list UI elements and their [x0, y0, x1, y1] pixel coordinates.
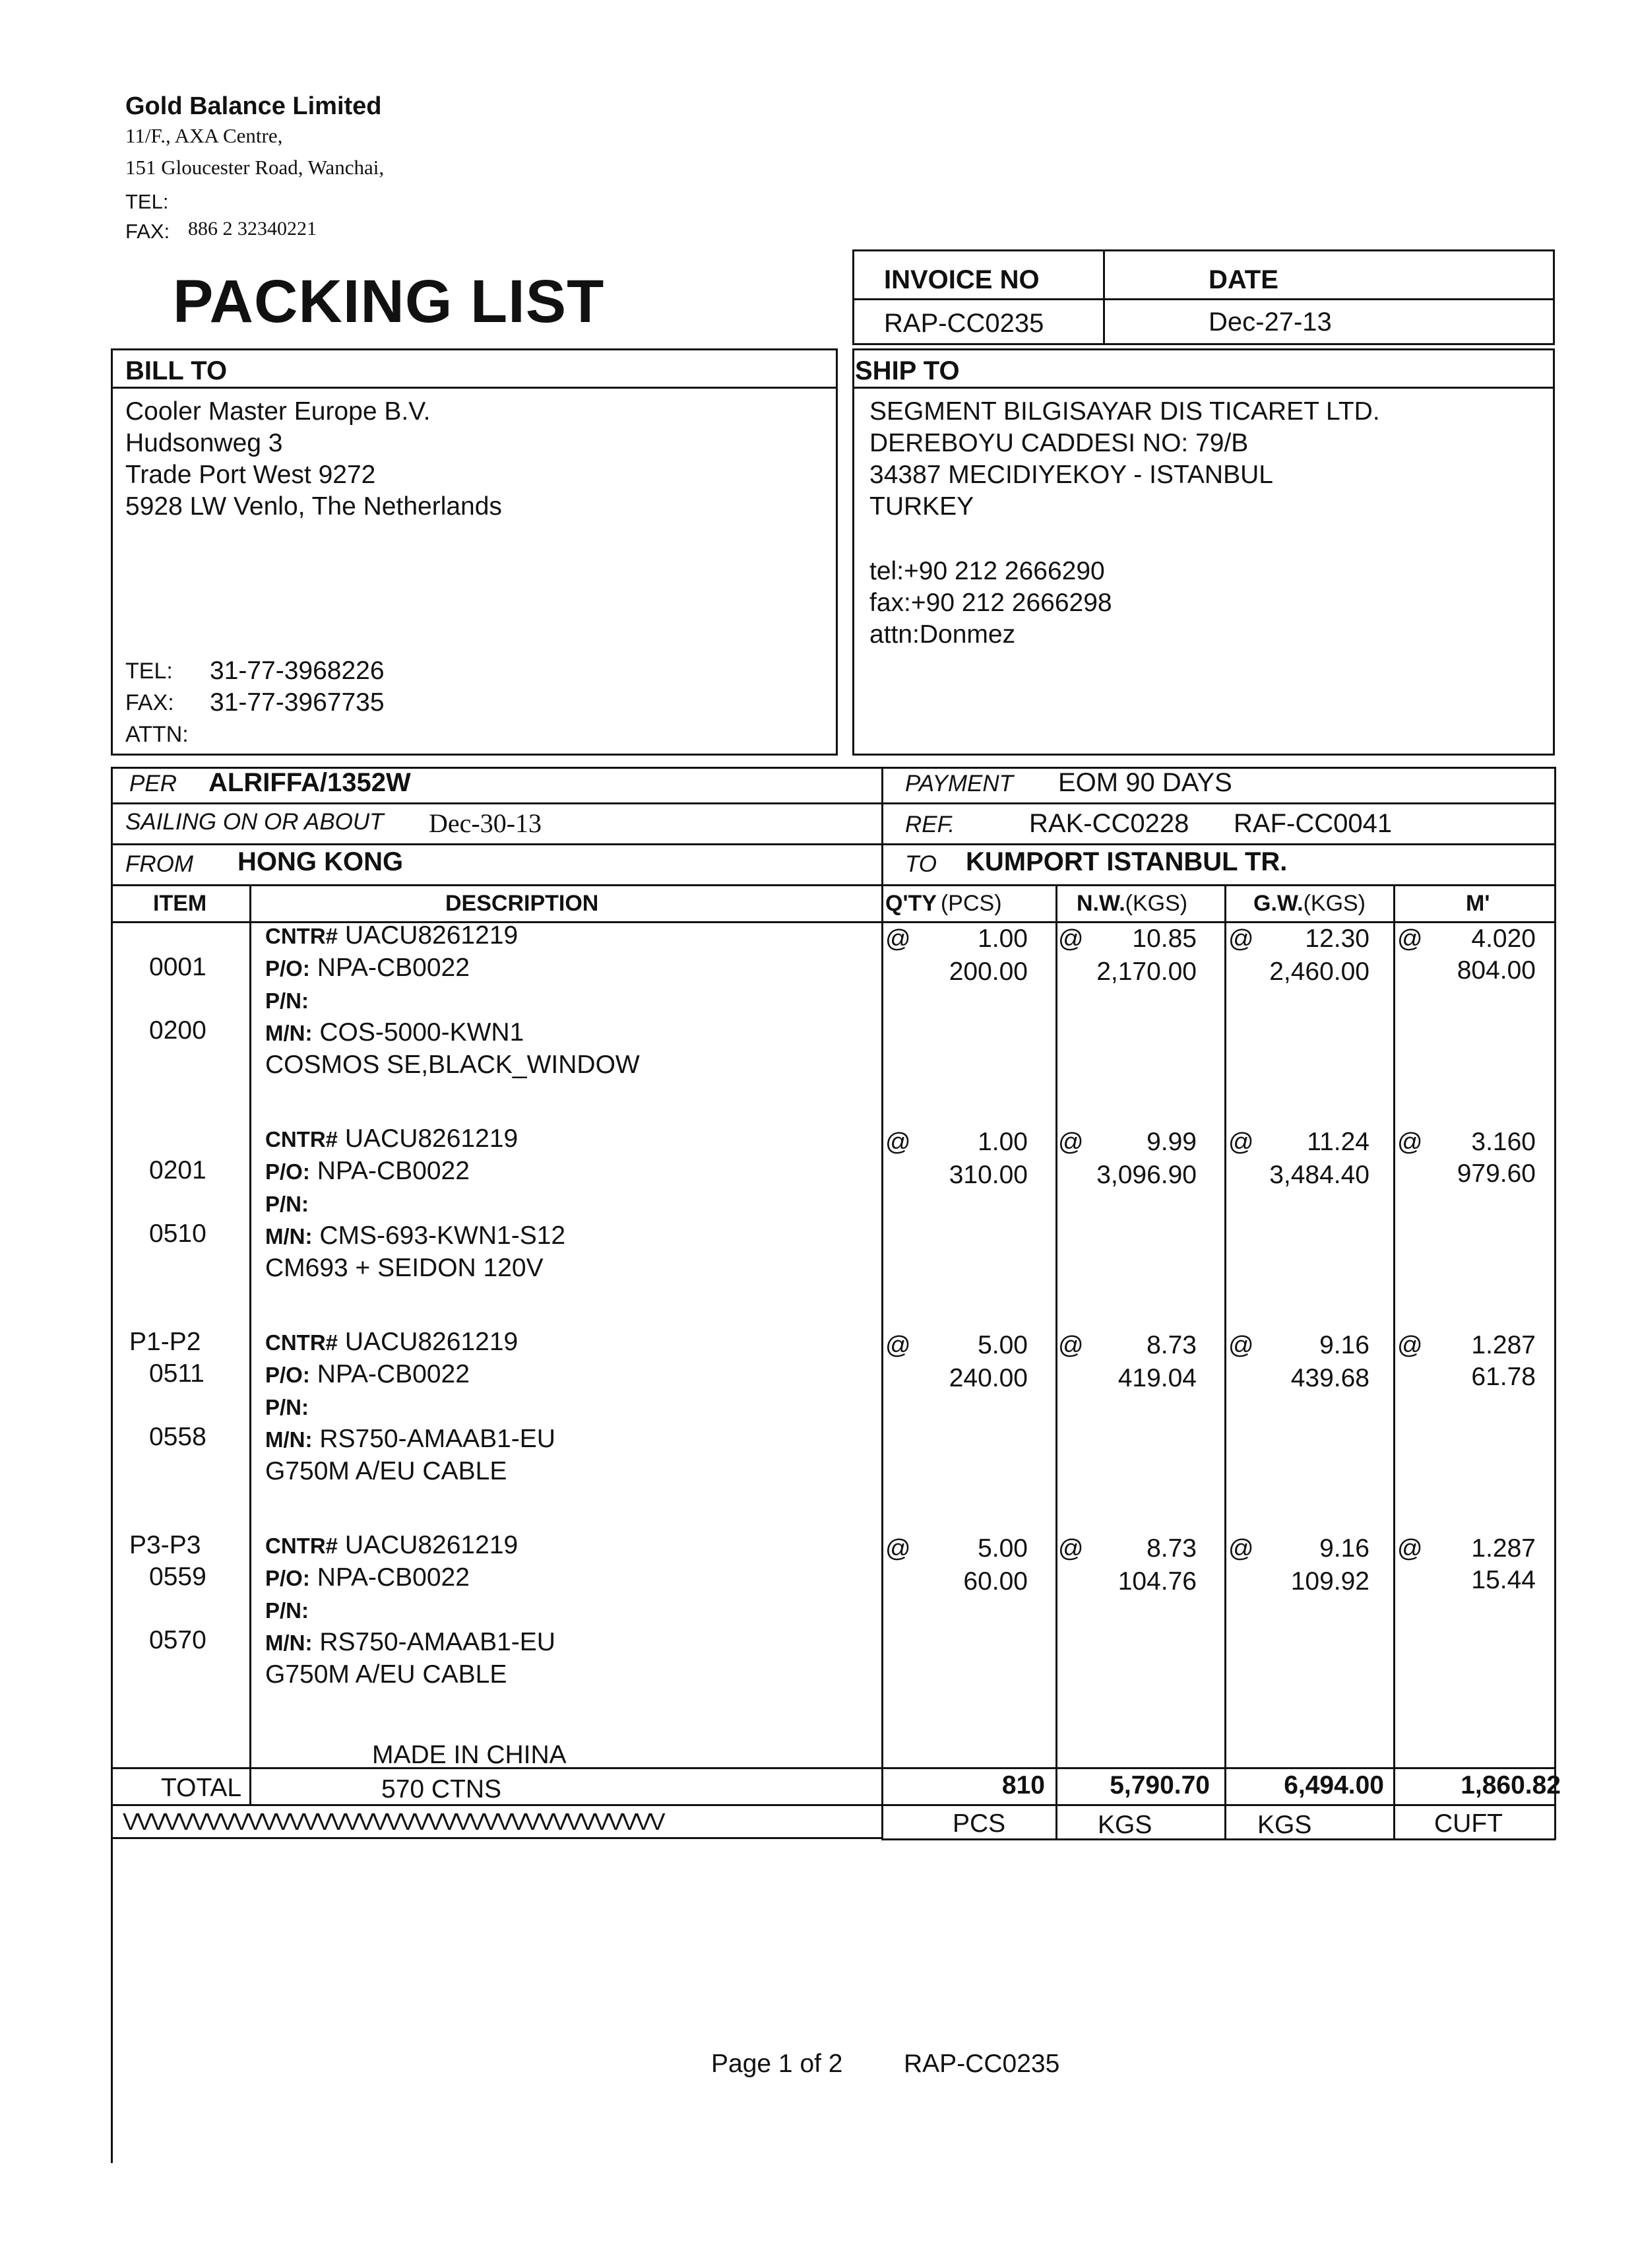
row-description: [265, 1123, 565, 1284]
item-to: 0558: [149, 1423, 206, 1451]
mn-label: M/N:: [265, 1021, 313, 1045]
mn-value: COS-5000-KWN1: [319, 1018, 524, 1047]
sailing-date: Dec-30-13: [429, 808, 542, 838]
row-description: [265, 1326, 555, 1487]
nw-total: 3,096.90: [1096, 1161, 1197, 1189]
bill-to-tel: 31-77-3968226: [210, 657, 385, 685]
total-nw: 5,790.70: [1110, 1771, 1210, 1799]
cntr-label: CNTR#: [265, 1330, 338, 1355]
per-vessel: ALRIFFA/1352W: [208, 768, 411, 797]
document-title: PACKING LIST: [173, 268, 605, 335]
company-tel-label: TEL:: [125, 190, 169, 213]
item-from: 0511: [149, 1359, 204, 1388]
qty-total: 60.00: [963, 1567, 1028, 1596]
header-nw-unit: (KGS): [1125, 891, 1188, 916]
footer-invoice-ref: RAP-CC0235: [904, 2050, 1060, 2078]
header-qty-label: Q'TY: [885, 891, 937, 916]
header-m: M': [1466, 891, 1490, 916]
invoice-date: Dec-27-13: [1209, 308, 1332, 337]
bill-to-label: BILL TO: [125, 356, 228, 385]
qty-per-carton: 1.00: [978, 1128, 1028, 1156]
total-nw-unit: KGS: [1098, 1811, 1152, 1839]
cntr-label: CNTR#: [265, 924, 338, 948]
product-description: G750M A/EU CABLE: [265, 1660, 507, 1689]
nw-per-carton: 10.85: [1132, 924, 1197, 953]
po-value: NPA-CB0022: [317, 1563, 470, 1592]
bill-to-fax: 31-77-3967735: [210, 688, 385, 717]
ref-1: RAK-CC0228: [1029, 809, 1189, 838]
product-description: CM693 + SEIDON 120V: [265, 1254, 544, 1282]
po-label: P/O:: [265, 1566, 310, 1590]
cntr-label: CNTR#: [265, 1534, 338, 1558]
nw-total: 2,170.00: [1096, 957, 1197, 986]
gw-total: 3,484.40: [1269, 1161, 1369, 1189]
end-of-list-mark: VVVVVVVVVVVVVVVVVVVVVVVVVVVVVVVVVVVVVVV: [123, 1808, 664, 1835]
item-to: 0570: [149, 1626, 206, 1654]
header-qty-unit: (PCS): [940, 891, 1002, 916]
total-gw: 6,494.00: [1284, 1771, 1384, 1799]
item-from: 0201: [149, 1156, 206, 1184]
at-symbol: @: [885, 1332, 911, 1359]
qty-per-carton: 5.00: [978, 1534, 1028, 1563]
cntr-value: UACU8261219: [344, 921, 519, 950]
header-description: DESCRIPTION: [445, 891, 599, 916]
item-to: 0200: [149, 1016, 206, 1045]
item-pallet: P3-P3: [129, 1531, 201, 1559]
header-gw-label: G.W.: [1253, 891, 1304, 916]
country-of-origin: MADE IN CHINA: [372, 1741, 567, 1769]
gw-total: 439.68: [1290, 1364, 1369, 1392]
cntr-label: CNTR#: [265, 1127, 338, 1151]
from-label: FROM: [125, 851, 194, 877]
invoice-number: RAP-CC0235: [884, 309, 1044, 338]
product-description: G750M A/EU CABLE: [265, 1457, 507, 1485]
cntr-value: UACU8261219: [344, 1124, 519, 1153]
m-per-carton: 1.287: [1471, 1331, 1536, 1359]
invoice-date-label: DATE: [1209, 265, 1278, 294]
at-symbol: @: [1397, 925, 1423, 953]
total-label: TOTAL: [161, 1774, 242, 1802]
po-value: NPA-CB0022: [317, 954, 470, 982]
po-label: P/O:: [265, 956, 310, 981]
bill-to-fax-label: FAX:: [125, 690, 174, 715]
ship-to-fax: fax:+90 212 2666298: [869, 589, 1112, 617]
header-qty: [885, 891, 1002, 917]
at-symbol: @: [1058, 925, 1084, 953]
gw-total: 109.92: [1290, 1567, 1369, 1596]
bill-to-line: Hudsonweg 3: [125, 429, 283, 457]
per-label: PER: [129, 771, 177, 796]
at-symbol: @: [885, 925, 911, 953]
gw-per-carton: 9.16: [1319, 1331, 1369, 1359]
header-nw-label: N.W.: [1077, 891, 1125, 916]
m-total: 15.44: [1471, 1566, 1536, 1594]
page-number: Page 1 of 2: [711, 2050, 843, 2078]
nw-total: 104.76: [1117, 1567, 1197, 1596]
cntr-value: UACU8261219: [344, 1531, 519, 1559]
company-address-line1: 11/F., AXA Centre,: [125, 124, 283, 147]
nw-per-carton: 8.73: [1147, 1534, 1197, 1563]
total-cartons: 570 CTNS: [381, 1775, 502, 1803]
m-per-carton: 3.160: [1471, 1128, 1536, 1156]
header-gw: [1253, 891, 1366, 917]
qty-total: 310.00: [949, 1161, 1028, 1189]
total-qty-unit: PCS: [953, 1809, 1006, 1838]
gw-per-carton: 11.24: [1307, 1128, 1369, 1156]
payment-terms: EOM 90 DAYS: [1058, 768, 1232, 797]
m-total: 61.78: [1471, 1363, 1536, 1391]
ship-to-address: [869, 396, 1380, 523]
bill-to-line: Trade Port West 9272: [125, 461, 376, 489]
ref-2: RAF-CC0041: [1234, 809, 1393, 838]
total-gw-unit: KGS: [1257, 1811, 1312, 1839]
at-symbol: @: [1058, 1128, 1084, 1156]
m-total: 804.00: [1457, 956, 1536, 985]
at-symbol: @: [1228, 1535, 1254, 1563]
bill-to-line: Cooler Master Europe B.V.: [125, 397, 431, 426]
ship-to-line: TURKEY: [869, 492, 974, 521]
mn-label: M/N:: [265, 1427, 313, 1452]
pn-label: P/N:: [265, 988, 309, 1013]
total-m-unit: CUFT: [1434, 1809, 1503, 1838]
mn-label: M/N:: [265, 1631, 313, 1655]
at-symbol: @: [1058, 1332, 1084, 1359]
ship-to-contact: [869, 556, 1112, 651]
total-m: 1,860.82: [1461, 1771, 1561, 1799]
at-symbol: @: [885, 1535, 911, 1563]
ship-to-line: 34387 MECIDIYEKOY - ISTANBUL: [869, 461, 1273, 489]
total-qty: 810: [1001, 1771, 1045, 1799]
qty-total: 200.00: [949, 957, 1028, 986]
gw-per-carton: 12.30: [1305, 924, 1369, 953]
company-fax-label: FAX:: [125, 220, 170, 243]
m-total: 979.60: [1457, 1159, 1536, 1188]
ship-to-tel: tel:+90 212 2666290: [869, 557, 1105, 585]
bill-to-address: [125, 396, 502, 523]
to-port: KUMPORT ISTANBUL TR.: [966, 847, 1288, 876]
bill-to-tel-label: TEL:: [125, 659, 173, 684]
header-item: ITEM: [153, 891, 207, 916]
item-pallet: P1-P2: [129, 1328, 201, 1356]
mn-label: M/N:: [265, 1224, 313, 1248]
item-from: 0001: [149, 953, 206, 981]
gw-per-carton: 9.16: [1319, 1534, 1369, 1563]
item-to: 0510: [149, 1219, 206, 1248]
gw-total: 2,460.00: [1269, 957, 1369, 986]
header-nw: [1077, 891, 1187, 917]
ship-to-line: DEREBOYU CADDESI NO: 79/B: [869, 429, 1249, 457]
payment-label: PAYMENT: [905, 771, 1013, 796]
company-name: Gold Balance Limited: [125, 92, 382, 120]
invoice-no-label: INVOICE NO: [884, 265, 1040, 294]
at-symbol: @: [885, 1128, 911, 1156]
pn-label: P/N:: [265, 1598, 309, 1623]
sailing-label: SAILING ON OR ABOUT: [125, 809, 384, 835]
po-value: NPA-CB0022: [317, 1157, 470, 1185]
m-per-carton: 4.020: [1471, 924, 1536, 953]
po-label: P/O:: [265, 1363, 310, 1387]
at-symbol: @: [1228, 1128, 1254, 1156]
row-description: [265, 1530, 555, 1691]
qty-per-carton: 5.00: [978, 1331, 1028, 1359]
at-symbol: @: [1397, 1332, 1423, 1359]
mn-value: RS750-AMAAB1-EU: [319, 1425, 555, 1453]
mn-value: RS750-AMAAB1-EU: [319, 1628, 555, 1656]
pn-label: P/N:: [265, 1192, 309, 1216]
company-address-line2: 151 Gloucester Road, Wanchai,: [125, 156, 385, 179]
po-value: NPA-CB0022: [317, 1360, 470, 1388]
po-label: P/O:: [265, 1159, 310, 1184]
ref-label: REF.: [905, 812, 955, 837]
at-symbol: @: [1228, 1332, 1254, 1359]
bill-to-attn-label: ATTN:: [125, 722, 189, 747]
pn-label: P/N:: [265, 1395, 309, 1419]
mn-value: CMS-693-KWN1-S12: [319, 1221, 566, 1250]
bill-to-line: 5928 LW Venlo, The Netherlands: [125, 492, 502, 521]
from-port: HONG KONG: [237, 847, 404, 876]
at-symbol: @: [1397, 1128, 1423, 1156]
qty-per-carton: 1.00: [978, 924, 1028, 953]
ship-to-attn: attn:Donmez: [869, 620, 1016, 649]
at-symbol: @: [1058, 1535, 1084, 1563]
ship-to-line: SEGMENT BILGISAYAR DIS TICARET LTD.: [869, 397, 1380, 426]
company-fax: 886 2 32340221: [188, 218, 317, 240]
ship-to-label: SHIP TO: [855, 356, 960, 385]
nw-per-carton: 8.73: [1147, 1331, 1197, 1359]
header-gw-unit: (KGS): [1303, 891, 1366, 916]
cntr-value: UACU8261219: [344, 1328, 519, 1356]
m-per-carton: 1.287: [1471, 1534, 1536, 1563]
nw-total: 419.04: [1117, 1364, 1197, 1392]
product-description: COSMOS SE,BLACK_WINDOW: [265, 1051, 640, 1079]
at-symbol: @: [1228, 925, 1254, 953]
at-symbol: @: [1397, 1535, 1423, 1563]
row-description: [265, 920, 640, 1081]
item-from: 0559: [149, 1563, 206, 1591]
qty-total: 240.00: [949, 1364, 1028, 1392]
nw-per-carton: 9.99: [1147, 1128, 1197, 1156]
to-label: TO: [905, 851, 937, 877]
